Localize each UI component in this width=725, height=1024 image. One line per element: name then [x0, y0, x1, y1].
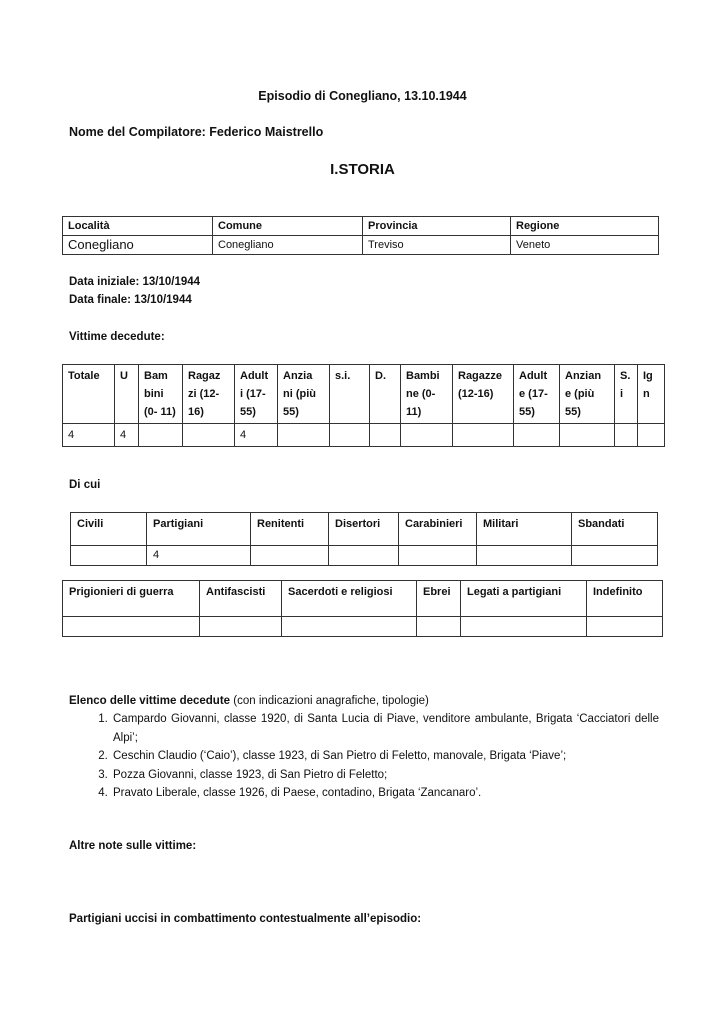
categories-2-value-cell	[200, 617, 282, 637]
victims-header-cell: Anzia ni (più 55)	[278, 365, 330, 424]
victims-header-cell: Bambi ne (0- 11)	[401, 365, 453, 424]
victims-list-section	[69, 692, 659, 803]
victims-header-cell: Totale	[63, 365, 115, 424]
victims-header-cell: Bam bini (0- 11)	[139, 365, 183, 424]
di-cui-label: Di cui	[69, 479, 101, 491]
compiler-name: Nome del Compilatore: Federico Maistrello	[69, 125, 324, 139]
location-header-cell: Località	[63, 217, 213, 236]
location-header-cell: Provincia	[363, 217, 511, 236]
victims-value-cell	[139, 424, 183, 447]
list-item: 3. Pozza Giovanni, classe 1923, di San Pietro di Feletto;	[111, 766, 659, 785]
categories-2-value-row	[63, 617, 663, 637]
categories-table-2	[62, 580, 663, 637]
victims-label: Vittime decedute:	[69, 331, 165, 343]
categories-1-value-cell	[251, 546, 329, 566]
victims-header-cell: D.	[370, 365, 401, 424]
categories-1-value-cell	[71, 546, 147, 566]
victims-header-cell: Ragazze (12-16)	[453, 365, 514, 424]
categories-1-value-cell	[572, 546, 658, 566]
location-value-row	[63, 236, 659, 255]
date-end: Data finale: 13/10/1944	[69, 294, 192, 306]
victims-table	[62, 364, 665, 447]
categories-2-header-cell: Indefinito	[587, 581, 663, 617]
categories-2-value-cell	[587, 617, 663, 637]
location-table	[62, 216, 659, 255]
victims-value-cell	[183, 424, 235, 447]
categories-1-header-cell: Civili	[71, 513, 147, 546]
victims-header-row	[63, 365, 665, 424]
categories-1-value-cell	[329, 546, 399, 566]
categories-1-header-cell: Carabinieri	[399, 513, 477, 546]
victims-header-cell: s.i.	[330, 365, 370, 424]
victims-list-heading-bold: Elenco delle vittime decedute	[69, 695, 231, 707]
categories-1-header-cell: Renitenti	[251, 513, 329, 546]
date-start: Data iniziale: 13/10/1944	[69, 276, 201, 288]
victims-value-cell	[560, 424, 615, 447]
victims-header-cell: Ig n	[638, 365, 665, 424]
other-notes-label: Altre note sulle vittime:	[69, 840, 197, 852]
categories-1-header-cell: Sbandati	[572, 513, 658, 546]
location-value-cell: Conegliano	[213, 236, 363, 255]
victims-value-cell: 4	[235, 424, 278, 447]
victims-header-cell: Adult i (17- 55)	[235, 365, 278, 424]
victims-value-cell	[453, 424, 514, 447]
categories-1-value-row	[71, 546, 658, 566]
victims-value-cell	[401, 424, 453, 447]
victims-value-cell	[615, 424, 638, 447]
categories-2-value-cell	[63, 617, 200, 637]
victims-value-cell	[514, 424, 560, 447]
categories-1-value-cell	[399, 546, 477, 566]
categories-1-header-cell: Partigiani	[147, 513, 251, 546]
list-item: 2. Ceschin Claudio (‘Caio’), classe 1923, di San Pietro di Feletto, manovale, Brigata ‘Piave’;	[111, 747, 659, 766]
victims-header-cell: Anzian e (più 55)	[560, 365, 615, 424]
categories-1-header-row	[71, 513, 658, 546]
categories-2-value-cell	[461, 617, 587, 637]
categories-2-header-cell: Antifascisti	[200, 581, 282, 617]
victims-list-heading-rest: (con indicazioni anagrafiche, tipologie)	[230, 695, 429, 707]
victims-header-cell: U	[115, 365, 139, 424]
location-header-cell: Regione	[511, 217, 659, 236]
categories-2-header-cell: Legati a partigiani	[461, 581, 587, 617]
categories-2-header-cell: Ebrei	[417, 581, 461, 617]
victims-value-cell	[330, 424, 370, 447]
victims-value-cell	[638, 424, 665, 447]
categories-2-value-cell	[417, 617, 461, 637]
victims-value-cell: 4	[63, 424, 115, 447]
categories-2-header-cell: Sacerdoti e religiosi	[282, 581, 417, 617]
categories-1-header-cell: Disertori	[329, 513, 399, 546]
location-header-cell: Comune	[213, 217, 363, 236]
location-value-cell: Veneto	[511, 236, 659, 255]
categories-1-header-cell: Militari	[477, 513, 572, 546]
categories-2-header-cell: Prigionieri di guerra	[63, 581, 200, 617]
victims-value-cell	[370, 424, 401, 447]
categories-1-value-cell	[477, 546, 572, 566]
location-value-cell: Conegliano	[63, 236, 213, 255]
victims-value-row	[63, 424, 665, 447]
victims-value-cell	[278, 424, 330, 447]
victims-header-cell: S. i	[615, 365, 638, 424]
victims-value-cell: 4	[115, 424, 139, 447]
categories-1-value-cell: 4	[147, 546, 251, 566]
victims-list-heading	[69, 692, 659, 710]
victims-header-cell: Ragaz zi (12- 16)	[183, 365, 235, 424]
document-title: Episodio di Conegliano, 13.10.1944	[258, 89, 467, 103]
victims-list	[67, 710, 659, 803]
categories-table-1	[70, 512, 658, 566]
section-title: I.STORIA	[330, 161, 395, 178]
categories-2-header-row	[63, 581, 663, 617]
list-item: 4. Pravato Liberale, classe 1926, di Paese, contadino, Brigata ‘Zancanaro’.	[111, 784, 659, 803]
location-value-cell: Treviso	[363, 236, 511, 255]
location-header-row	[63, 217, 659, 236]
victims-header-cell: Adult e (17- 55)	[514, 365, 560, 424]
list-item: 1. Campardo Giovanni, classe 1920, di Santa Lucia di Piave, venditore ambulante, Brigata ‘Cacciatori delle Alpi’;	[111, 710, 659, 747]
partisans-label: Partigiani uccisi in combattimento contestualmente all’episodio:	[69, 913, 422, 925]
categories-2-value-cell	[282, 617, 417, 637]
